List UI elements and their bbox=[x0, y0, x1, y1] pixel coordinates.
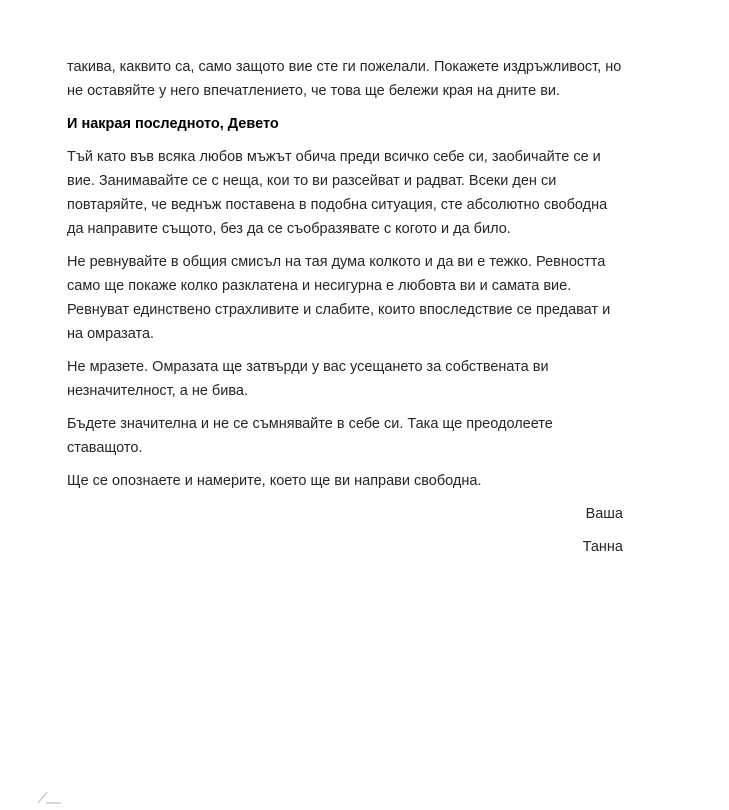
signature-line: Ваша bbox=[585, 506, 623, 522]
document-text-column bbox=[67, 55, 623, 568]
signature-line: Танна bbox=[582, 539, 623, 555]
paragraph-continuation: такива, каквито са, само защото вие сте ги пожелали. Покажете издръжливост, но не оставяйте у него впечатлението, че това ще бележи края на дните ви. bbox=[67, 59, 622, 99]
paragraph: Не ревнувайте в общия смисъл на тая дума колкото и да ви е тежко. Ревността само ще покаже колко разклатена и несигурна е любовта ви и самата вие. Ревнуват единствено страхливите и слабите, които впоследствие се предават и на омразата. bbox=[67, 254, 611, 342]
paragraph: Бъдете значителна и не се съмнявайте в себе си. Така ще преодолеете ставащото. bbox=[67, 416, 553, 456]
page-corner-mark-icon bbox=[36, 790, 62, 805]
paragraph: Не мразете. Омразата ще затвърди у вас усещането за собствената ви незначителност, а не бива. bbox=[67, 359, 549, 399]
paragraph: Ще се опознаете и намерите, което ще ви направи свободна. bbox=[67, 473, 482, 489]
corner-mark-diagonal bbox=[38, 792, 47, 803]
section-heading: И накрая последното, Девето bbox=[67, 116, 279, 132]
paragraph: Тъй като във всяка любов мъжът обича преди всичко себе си, заобичайте се и вие. Занимавайте се с неща, кои то ви разсейват и радват. Всеки ден си повтаряйте, че веднъж поставена в подобна ситуация, сте абсолютно свободна да направите същото, без да се съобразявате с когото и да било. bbox=[67, 149, 608, 237]
